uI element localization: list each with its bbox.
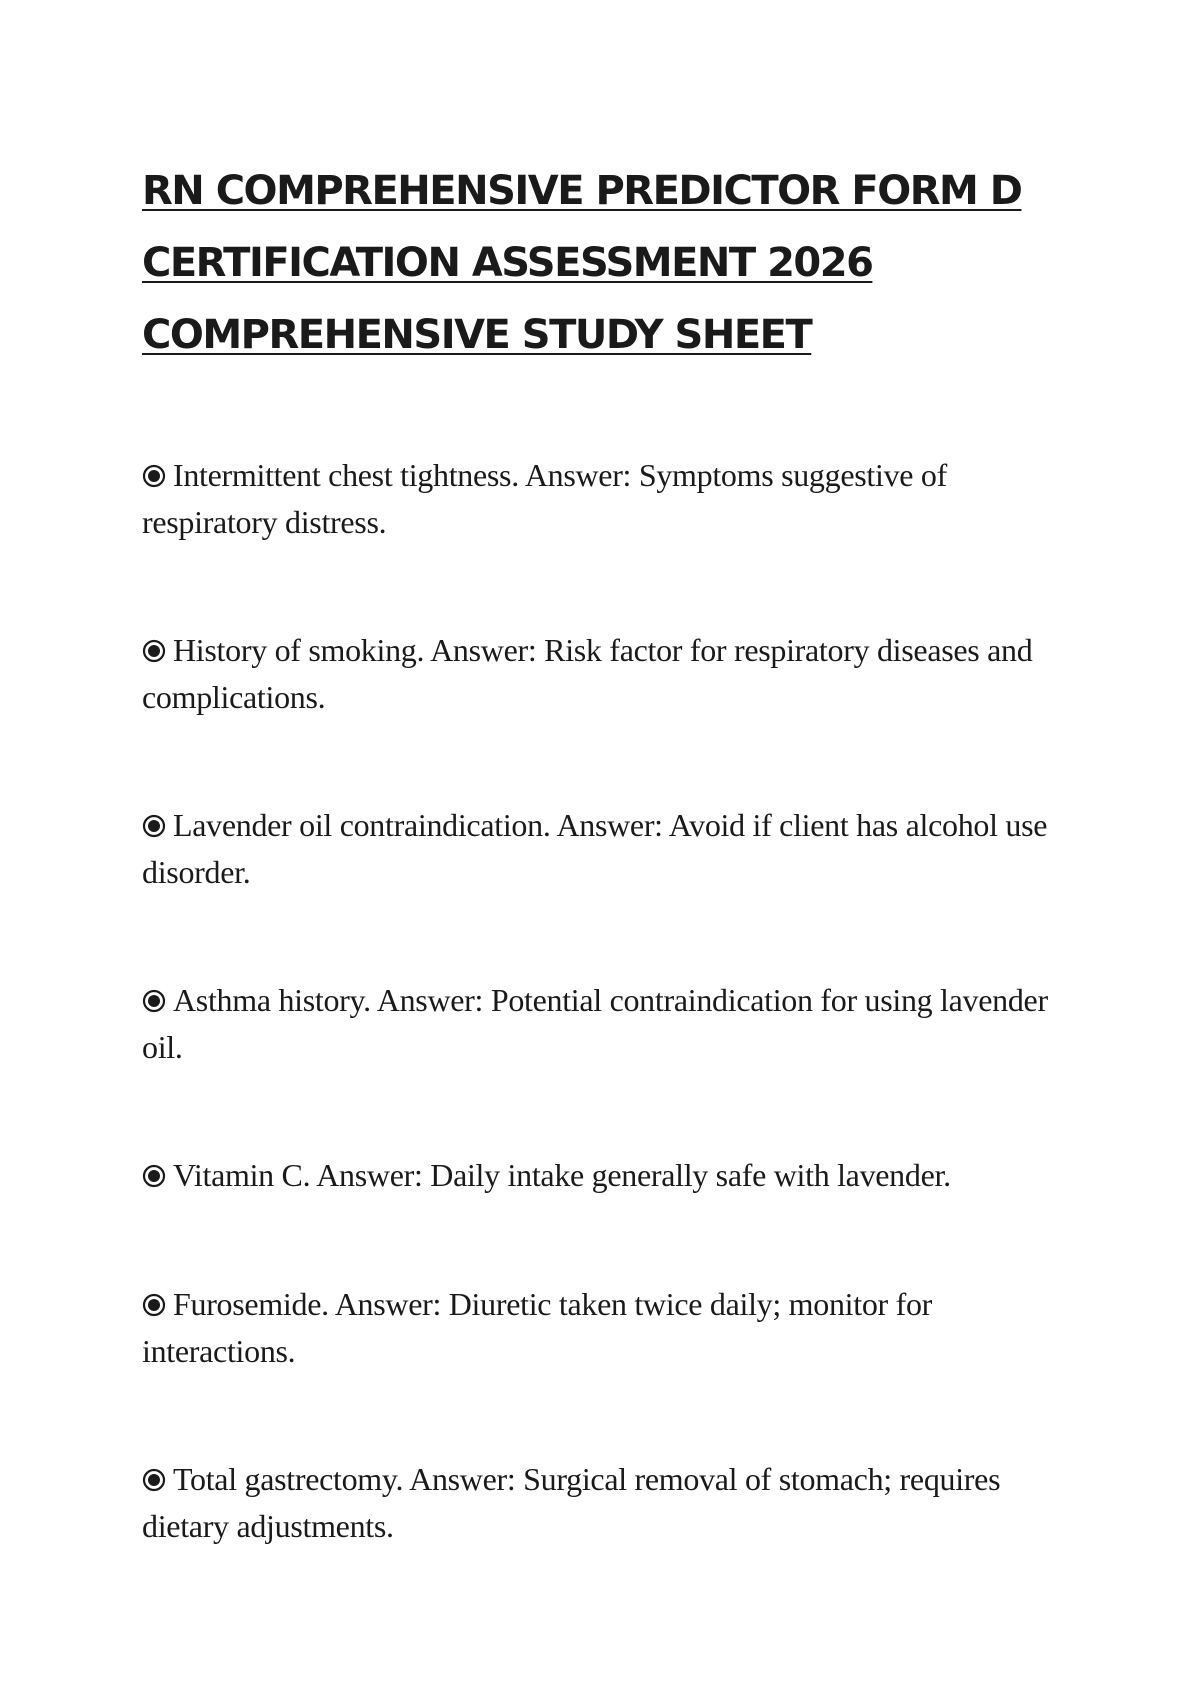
title-line: RN COMPREHENSIVE PREDICTOR FORM D [142,168,1022,214]
title-line: CERTIFICATION ASSESSMENT 2026 [142,240,873,286]
radio-bullet-icon [142,989,166,1013]
radio-bullet-icon [142,1293,166,1317]
radio-bullet-icon [142,1164,166,1188]
entry-text: Furosemide. Answer: Diuretic taken twice daily; monitor for interactions. [142,1286,933,1369]
entry-text: Intermittent chest tightness. Answer: Symptoms suggestive of respiratory distress. [142,457,947,540]
entry-text: Asthma history. Answer: Potential contraindication for using lavender oil. [142,982,1048,1065]
study-entry [142,802,1062,896]
radio-bullet-icon [142,1468,166,1492]
radio-bullet-icon [142,464,166,488]
radio-bullet-icon [142,639,166,663]
study-entry [142,1456,1062,1550]
radio-bullet-icon [142,814,166,838]
study-entry [142,1281,1062,1375]
entry-text: Total gastrectomy. Answer: Surgical removal of stomach; requires dietary adjustments. [142,1461,1001,1544]
entry-text: Lavender oil contraindication. Answer: Avoid if client has alcohol use disorder. [142,807,1048,890]
title-line: COMPREHENSIVE STUDY SHEET [142,312,812,358]
document-title [142,155,1042,371]
study-entry [142,1152,1062,1199]
study-entry [142,627,1062,721]
study-entry [142,452,1062,546]
entry-text: History of smoking. Answer: Risk factor for respiratory diseases and complications. [142,632,1033,715]
study-entry [142,977,1062,1071]
entry-text: Vitamin C. Answer: Daily intake generally safe with lavender. [173,1157,951,1193]
